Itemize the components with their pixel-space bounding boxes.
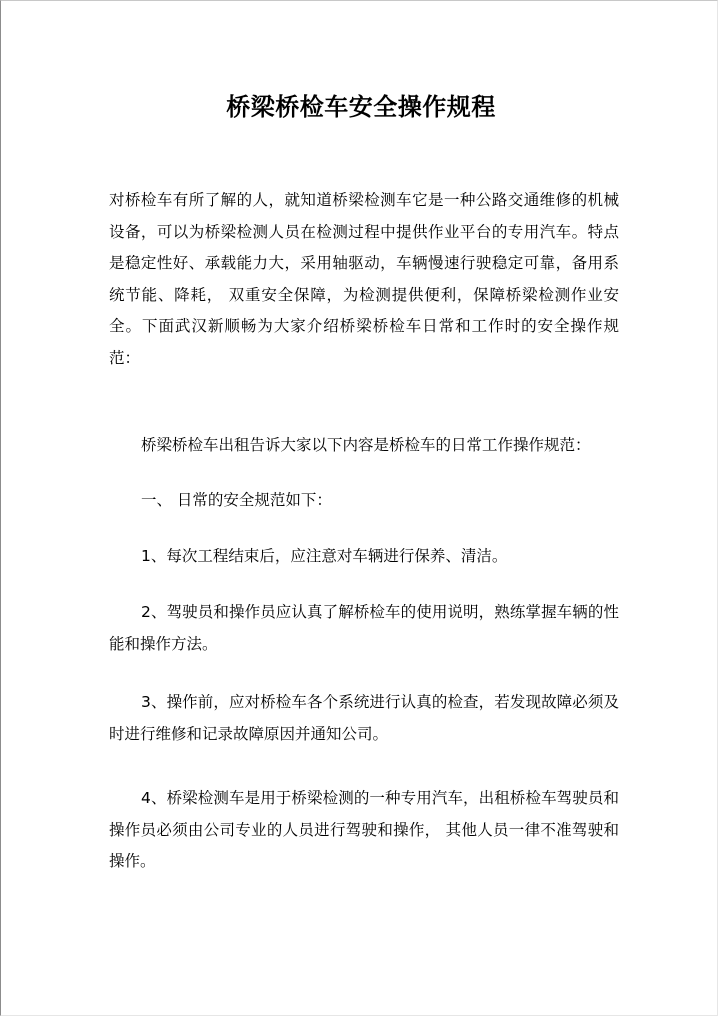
- list-item: 3、操作前，应对桥检车各个系统进行认真的检查，若发现故障必须及时进行维修和记录故障原因并通知公司。: [109, 693, 619, 743]
- document-title: 桥梁桥检车安全操作规程: [226, 92, 496, 121]
- lead-paragraph: 桥梁桥检车出租告诉大家以下内容是桥检车的日常工作操作规范：: [141, 436, 591, 454]
- list-item: 1、每次工程结束后，应注意对车辆进行保养、清洁。: [141, 547, 508, 565]
- section-heading-daily-safety: 一、 日常的安全规范如下：: [141, 491, 332, 509]
- list-item: 2、驾驶员和操作员应认真了解桥检车的使用说明，熟练掌握车辆的性能和操作方法。: [109, 603, 619, 653]
- list-item: 4、桥梁检测车是用于桥梁检测的一种专用汽车，出租桥检车驾驶员和操作员必须由公司专业的人员进行驾驶和操作， 其他人员一律不准驾驶和操作。: [109, 789, 619, 870]
- intro-paragraph: 对桥检车有所了解的人，就知道桥梁检测车它是一种公路交通维修的机械设备，可以为桥梁检测人员在检测过程中提供作业平台的专用汽车。特点是稳定性好、承载能力大，采用轴驱动，车辆慢速行驶稳定可靠，备用系统节能、降耗， 双重安全保障，为检测提供便利，保障桥梁检测作业安全。下面武汉新顺畅为大家介绍桥梁桥检车日常和工作时的安全操作规范：: [109, 191, 619, 367]
